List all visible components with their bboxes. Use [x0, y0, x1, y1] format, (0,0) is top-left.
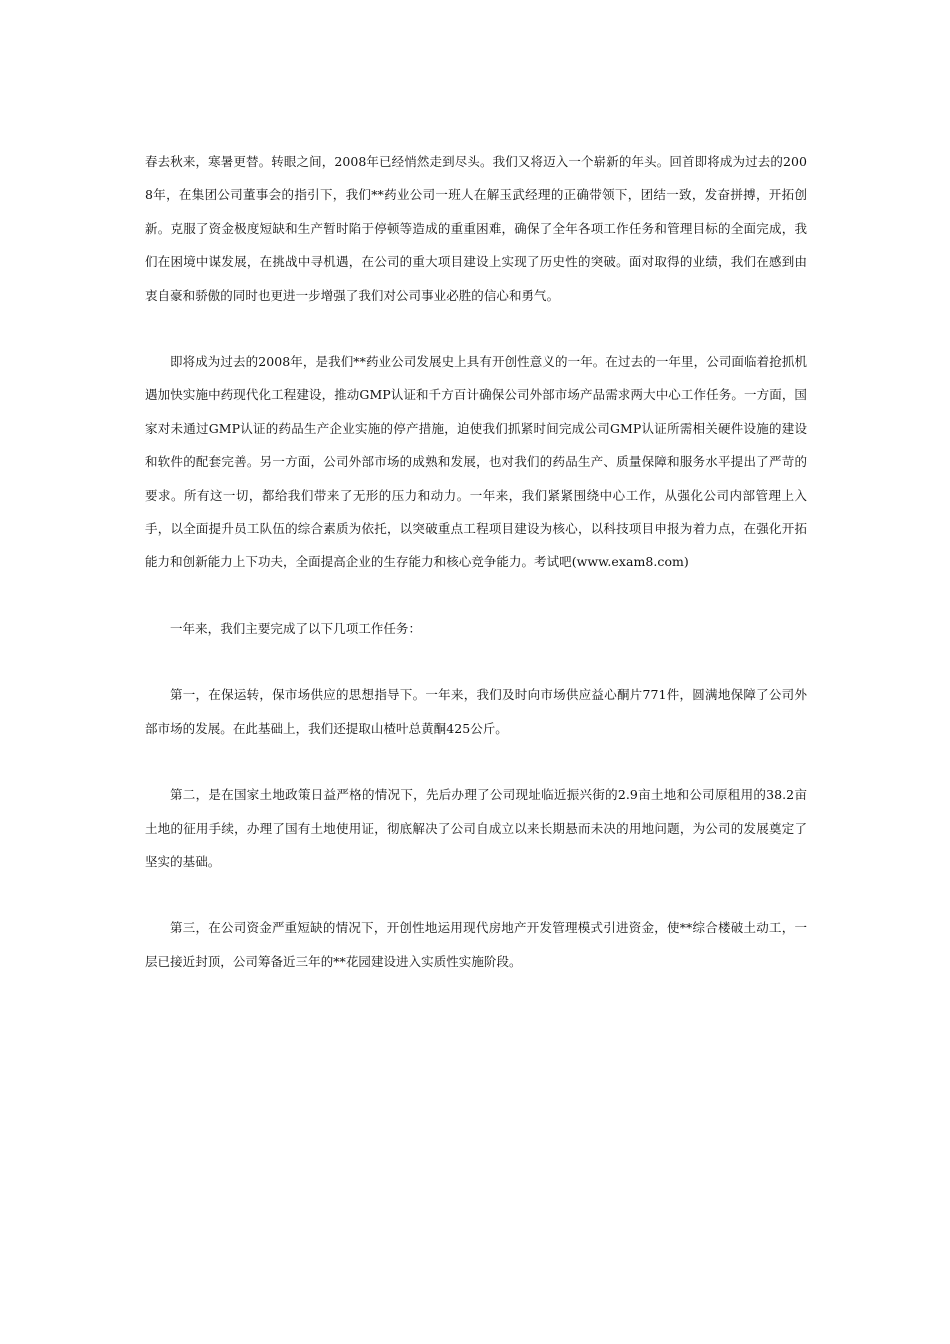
paragraph-gap [145, 579, 807, 612]
paragraph-2008-overview: 即将成为过去的2008年，是我们**药业公司发展史上具有开创性意义的一年。在过去的一年里，公司面临着抢抓机遇加快实施中药现代化工程建设，推动GMP认证和千方百计确保公司外部市场产品需求两大中心工作任务。一方面，国家对未通过GMP认证的药品生产企业实施的停产措施，迫使我们抓紧时间完成公司GMP认证所需相关硬件设施的建设和软件的配套完善。另一方面，公司外部市场的成熟和发展，也对我们的药品生产、质量保障和服务水平提出了严苛的要求。所有这一切，都给我们带来了无形的压力和动力。一年来，我们紧紧围绕中心工作，从强化公司内部管理上入手，以全面提升员工队伍的综合素质为依托，以突破重点工程项目建设为核心，以科技项目申报为着力点，在强化开拓能力和创新能力上下功夫，全面提高企业的生存能力和核心竞争能力。考试吧(www.exam8.com) [145, 354, 807, 570]
paragraph-task-first: 第一，在保运转，保市场供应的思想指导下。一年来，我们及时向市场供应益心酮片771件，圆满地保障了公司外部市场的发展。在此基础上，我们还提取山楂叶总黄酮425公斤。 [145, 687, 807, 736]
paragraph-gap [145, 745, 807, 778]
paragraph-task-second: 第二，是在国家土地政策日益严格的情况下，先后办理了公司现址临近振兴街的2.9亩土地和公司原租用的38.2亩土地的征用手续，办理了国有土地使用证，彻底解决了公司自成立以来长期悬而未决的用地问题，为公司的发展奠定了坚实的基础。 [145, 787, 807, 869]
paragraph-gap [145, 878, 807, 911]
paragraph-gap [145, 645, 807, 678]
paragraph-task-third: 第三，在公司资金严重短缺的情况下，开创性地运用现代房地产开发管理模式引进资金，使**综合楼破土动工，一层已接近封顶，公司筹备近三年的**花园建设进入实质性实施阶段。 [145, 920, 807, 969]
paragraph-intro: 春去秋来，寒暑更替。转眼之间，2008年已经悄然走到尽头。我们又将迈入一个崭新的年头。回首即将成为过去的2008年，在集团公司董事会的指引下，我们**药业公司一班人在解玉武经理的正确带领下，团结一致，发奋拼搏，开拓创新。克服了资金极度短缺和生产暂时陷于停顿等造成的重重困难，确保了全年各项工作任务和管理目标的全面完成，我们在困境中谋发展，在挑战中寻机遇，在公司的重大项目建设上实现了历史性的突破。面对取得的业绩，我们在感到由衷自豪和骄傲的同时也更进一步增强了我们对公司事业必胜的信心和勇气。 [145, 154, 807, 303]
paragraph-tasks-intro: 一年来，我们主要完成了以下几项工作任务： [170, 620, 422, 636]
document-body [145, 145, 807, 978]
paragraph-gap [145, 312, 807, 345]
